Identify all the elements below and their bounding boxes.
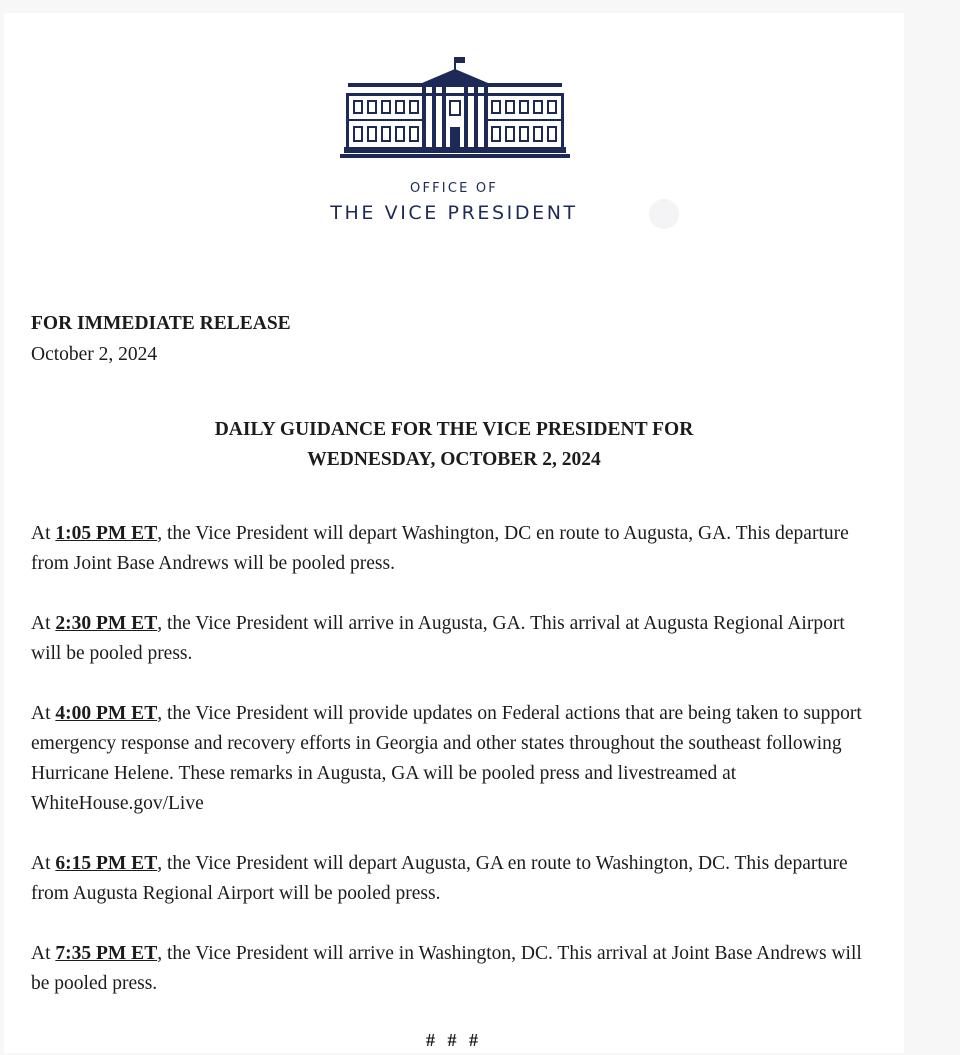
office-of-label: OFFICE OF	[410, 181, 498, 196]
schedule-time: 1:05 PM ET	[55, 523, 158, 544]
guidance-heading-line1: DAILY GUIDANCE FOR THE VICE PRESIDENT FOR	[214, 419, 694, 440]
press-release-page	[4, 13, 904, 1053]
release-label: FOR IMMEDIATE RELEASE	[31, 313, 291, 334]
letterhead	[4, 13, 904, 253]
schedule-text: , the Vice President will depart Washington, DC en route to Augusta, GA. This departure from Joint Base Andrews will be pooled press.	[31, 523, 849, 574]
schedule-time: 2:30 PM ET	[55, 613, 158, 634]
release-date: October 2, 2024	[31, 344, 158, 365]
schedule-item	[31, 939, 871, 999]
schedule-time: 6:15 PM ET	[55, 853, 158, 874]
schedule-prefix: At	[31, 853, 56, 874]
guidance-heading-line2: WEDNESDAY, OCTOBER 2, 2024	[307, 449, 601, 470]
schedule-text: , the Vice President will arrive in Augusta, GA. This arrival at Augusta Regional Airport will be pooled press.	[31, 613, 845, 664]
schedule-time: 7:35 PM ET	[55, 943, 158, 964]
faint-mark	[649, 199, 679, 229]
schedule-item	[31, 699, 871, 819]
schedule-text: , the Vice President will arrive in Washington, DC. This arrival at Joint Base Andrews will be pooled press.	[31, 943, 862, 994]
schedule-prefix: At	[31, 943, 56, 964]
schedule-prefix: At	[31, 613, 56, 634]
schedule-text: , the Vice President will provide updates on Federal actions that are being taken to support emergency response and recovery efforts in Georgia and other states throughout the southeast following Hurricane Helene. These remarks in Augusta, GA will be pooled press and livestreamed at WhiteHouse.gov/Live	[31, 703, 862, 814]
white-house-icon	[338, 55, 572, 163]
schedule-item	[31, 519, 871, 579]
schedule-prefix: At	[31, 703, 56, 724]
schedule-item	[31, 849, 871, 909]
schedule-prefix: At	[31, 523, 56, 544]
schedule-time: 4:00 PM ET	[55, 703, 158, 724]
office-title: THE VICE PRESIDENT	[330, 202, 578, 224]
end-mark: # # #	[426, 1030, 482, 1050]
schedule-item	[31, 609, 871, 669]
guidance-heading	[4, 415, 904, 475]
schedule-text: , the Vice President will depart Augusta, GA en route to Washington, DC. This departure from Augusta Regional Airport will be pooled press.	[31, 853, 848, 904]
